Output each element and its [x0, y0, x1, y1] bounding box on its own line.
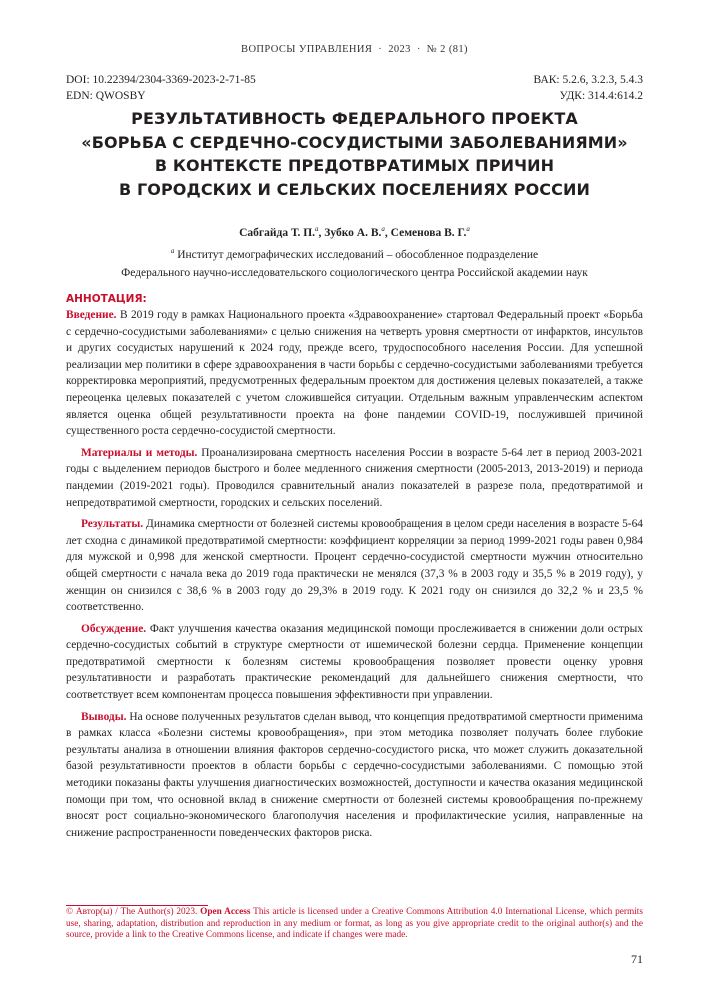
- abstract: [66, 307, 643, 846]
- abstract-methods: [66, 445, 643, 511]
- page-number: 71: [631, 952, 643, 966]
- udk-codes: УДК: 314.4:614.2: [559, 90, 643, 102]
- affiliation-mark: a: [381, 225, 385, 233]
- section-label: Введение.: [66, 309, 117, 321]
- license-note: [66, 907, 643, 942]
- affiliation-mark: a: [315, 225, 319, 233]
- authors: [0, 225, 709, 239]
- license-text: This article is licensed under a Creative Commons Attribution 4.0 International License, which permits use, sharing, adaptation, distribution and reproduction in any medium or format, as long as you give appropriate credit to the original author(s) and the source, provide a link to the Creative Commons license, and indicate if changes were made.: [66, 907, 644, 940]
- section-text: В 2019 году в рамках Национального проекта «Здравоохранение» стартовал Федеральный проект «Борьба с сердечно-сосудистыми заболеваниями» с целью снижения на четверть уровня смертности от инфарктов, инсультов и других сосудистых нарушений к 2024 году, прежде всего, трудоспособного населения России. Для успешной реализации мер политики в сфере здравоохранения в части борьбы с сердечно-сосудистыми заболеваниями требуется корректировка мероприятий, предусмотренных федеральным проектом для достижения целевых показателей, а также переоценка целевых показателей с учетом сложившейся ситуации. Отдельным важным управленческим аспектом является оценка общей результативности проекта на фоне пандемии COVID-19, послужившей причиной существенного роста сердечно-сосудистой смертности.: [66, 309, 643, 438]
- journal-issue: № 2 (81): [426, 44, 468, 55]
- edn: EDN: QWOSBY: [66, 90, 146, 102]
- abstract-results: [66, 516, 643, 616]
- footnote-rule: [66, 905, 208, 906]
- article-title: [40, 107, 669, 201]
- section-text: Проанализирована смертность населения России в возрасте 5-64 лет в период 2003-2021 годы с выделением периодов быстрого и более медленного снижения смертности (2005-2013, 2013-2019) и периода пандемии (2019-2021 годы). Проводился сравнительный анализ показателей в разрезе пола, предотвратимой и непредотвратимой смертности, городских и сельских поселений.: [66, 446, 643, 509]
- journal-name: ВОПРОСЫ УПРАВЛЕНИЯ: [241, 44, 373, 55]
- abstract-heading: АННОТАЦИЯ:: [66, 293, 147, 305]
- author-name: Зубко А. В.: [324, 226, 382, 239]
- section-text: Динамика смертности от болезней системы кровообращения в целом среди населения в возрасте 5-64 лет сходна с динамикой предотвратимой смертности: коэффициент корреляции за период 1999-2021 годы равен 0,984 для мужской и 0,998 для женской смертности. Процент сердечно-сосудистой смертности мужчин относительно общей смертности с начала века до 2019 года практически не менялся (37,3 % в 2003 году и 35,5 % в 2019 году), у женщин он снизился с 38,6 % в 2003 году до 29,3% в 2019 году. К 2021 году он снизился до 32,2 % и 23,5 % соответственно.: [66, 518, 643, 614]
- separator: ·: [378, 44, 383, 55]
- article-meta: [66, 72, 643, 104]
- affiliation-mark: a: [170, 247, 175, 255]
- title-line: РЕЗУЛЬТАТИВНОСТЬ ФЕДЕРАЛЬНОГО ПРОЕКТА: [131, 109, 578, 128]
- author-name: Семенова В. Г.: [390, 226, 467, 239]
- author-separator: ,: [384, 226, 391, 239]
- affiliation-mark: a: [466, 225, 470, 233]
- affiliation-line: Институт демографических исследований – обособленное подразделение: [177, 248, 539, 261]
- open-access-label[interactable]: Open Access: [200, 907, 251, 917]
- section-label: Обсуждение.: [81, 622, 147, 635]
- running-head: [0, 44, 709, 55]
- title-line: «БОРЬБА С СЕРДЕЧНО-СОСУДИСТЫМИ ЗАБОЛЕВАНИЯМИ»: [81, 132, 628, 152]
- abstract-introduction: [66, 307, 643, 440]
- section-label: Выводы.: [81, 710, 127, 723]
- copyright: © Автор(ы) / The Author(s) 2023.: [66, 907, 198, 917]
- journal-year: 2023: [388, 44, 411, 55]
- doi[interactable]: DOI: 10.22394/2304-3369-2023-2-71-85: [66, 74, 256, 86]
- section-text: Факт улучшения качества оказания медицинской помощи прослеживается в снижении доли острых сердечно-сосудистых событий в структуре смертности от ишемической болезни сердца. Применение концепции предотвратимой смертности к болезням системы кровообращения позволяет провести оценку уровня результативности и разработать практические рекомендаций для дальнейшего снижения смертности, что соответствует всем компонентам процесса повышения эффективности при управлении.: [66, 622, 643, 702]
- section-label: Результаты.: [81, 518, 144, 531]
- abstract-conclusions: [66, 709, 643, 842]
- abstract-discussion: [66, 621, 643, 704]
- section-text: На основе полученных результатов сделан вывод, что концепция предотвратимой смертности применима в рамках класса «Болезни системы кровообращения», при этом методика позволяет получать более глубокие результаты анализа в отношении влияния факторов сердечно-сосудистого риска, что может служить доказательной базой результативности проектов в области борьбы с сердечно-сосудистыми заболеваниями. С помощью этой методики показаны факты улучшения диагностических возможностей, доступности и качества оказания медицинской помощи при том, что основной вклад в снижение смертности от болезней системы кровообращения по-прежнему вносят рост социально-экономического благополучия населения и профилактические усилия, направленные на снижение распространенности поведенческих факторов риска.: [66, 710, 643, 839]
- affiliation: [40, 242, 669, 282]
- author-name: Сабгайда Т. П.: [239, 226, 316, 239]
- vak-codes: ВАК: 5.2.6, 3.2.3, 5.4.3: [533, 74, 643, 86]
- affiliation-line: Федерального научно-исследовательского социологического центра Российской академии наук: [121, 266, 588, 279]
- separator: ·: [416, 44, 421, 55]
- title-line: В ГОРОДСКИХ И СЕЛЬСКИХ ПОСЕЛЕНИЯХ РОССИИ: [119, 179, 590, 199]
- title-line: В КОНТЕКСТЕ ПРЕДОТВРАТИМЫХ ПРИЧИН: [154, 156, 555, 175]
- section-label: Материалы и методы.: [81, 446, 198, 459]
- author-separator: ,: [318, 226, 325, 239]
